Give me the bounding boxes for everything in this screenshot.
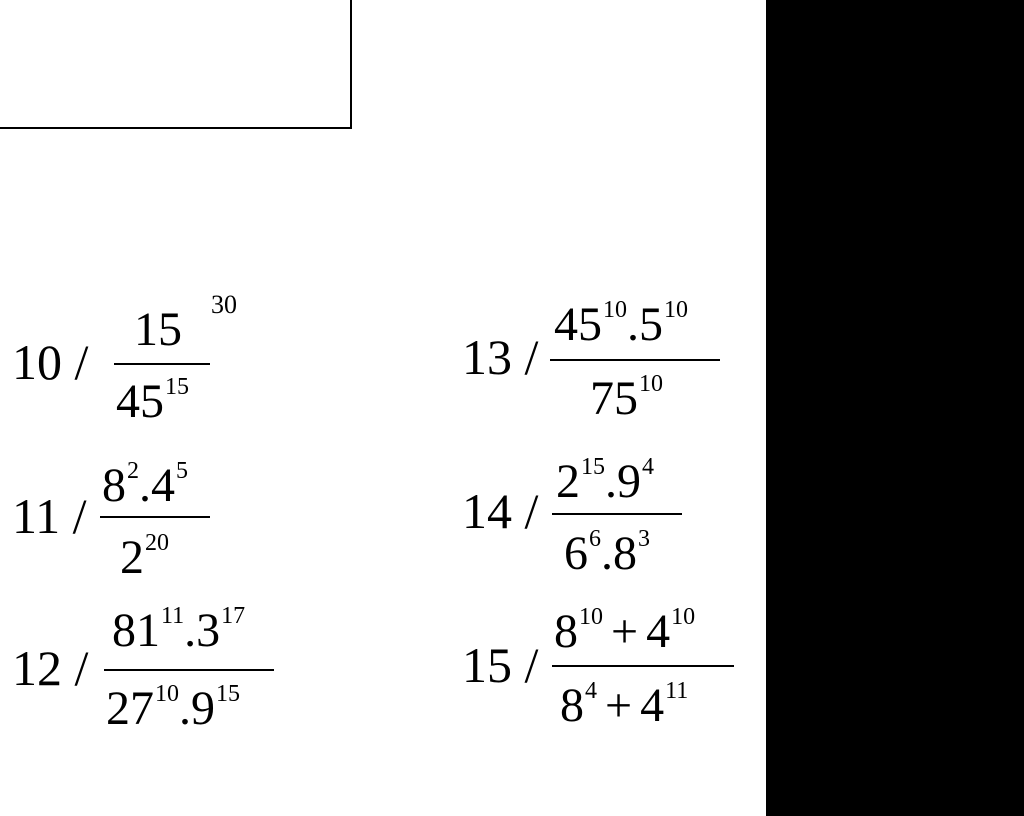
problem-13-fraction-bar — [550, 359, 720, 361]
problem-13-denominator — [590, 371, 663, 425]
problem-14-fraction-bar — [552, 513, 682, 515]
problem-11-num-base-1: 8 — [102, 459, 126, 512]
problem-15-den-base-1: 8 — [560, 679, 584, 732]
problem-11-num-exp-2: 5 — [176, 458, 188, 485]
problem-13-num-base-2: 5 — [639, 298, 663, 351]
problem-12-num-base-2: 3 — [196, 604, 221, 657]
problem-15-num-plus: + — [611, 605, 639, 658]
problem-11-fraction — [100, 452, 210, 582]
black-side-panel — [766, 0, 1024, 816]
problem-14-den-exp-2: 3 — [638, 526, 650, 553]
problem-11-den-base: 2 — [120, 531, 144, 584]
problem-13-num-sep: . — [627, 298, 639, 351]
problem-14-denominator — [564, 526, 650, 580]
problem-12-numerator — [112, 603, 246, 657]
problem-11-numerator — [102, 458, 188, 512]
problem-15-den-base-2: 4 — [640, 679, 665, 732]
problem-10-outer-exponent: 30 — [211, 290, 237, 319]
problem-10-den-exp: 15 — [165, 374, 189, 401]
problem-12-den-sep: . — [179, 682, 191, 735]
problem-13-label: 13 / — [462, 329, 539, 385]
problem-15-label: 15 / — [462, 637, 539, 693]
problem-12-num-exp-2: 17 — [221, 603, 246, 630]
problem-11-den-exp: 20 — [145, 530, 169, 557]
problem-15-den-exp-1: 4 — [585, 678, 597, 705]
problem-10-label: 10 / — [12, 334, 89, 390]
problem-11-num-sep: . — [139, 459, 151, 512]
problem-12-den-exp-1: 10 — [155, 681, 179, 708]
problem-13-den-base: 75 — [590, 372, 638, 425]
problem-13-fraction — [550, 293, 720, 423]
problem-12-fraction-bar — [104, 669, 274, 671]
problem-15-numerator — [554, 604, 696, 658]
problem-11-num-exp-1: 2 — [127, 458, 139, 485]
problem-10-fraction-bar — [114, 363, 210, 365]
problem-14-numerator — [556, 454, 654, 508]
problem-12-num-exp-1: 11 — [161, 603, 185, 630]
problem-10-den-base: 45 — [116, 375, 164, 428]
problem-14-num-base-1: 2 — [556, 455, 580, 508]
problem-14-den-base-2: 8 — [613, 527, 637, 580]
problem-15-num-exp-2: 10 — [671, 604, 696, 631]
problem-15-num-exp-1: 10 — [579, 604, 603, 631]
problem-10-denominator — [116, 374, 189, 428]
problem-12-den-base-1: 27 — [106, 682, 154, 735]
problem-12-num-sep: . — [184, 604, 197, 657]
problem-15-den-plus: + — [605, 679, 633, 732]
problem-14-label: 14 / — [462, 483, 539, 539]
problem-14-num-exp-1: 15 — [581, 454, 605, 481]
problem-12-label: 12 / — [12, 640, 89, 696]
problem-15-den-exp-2: 11 — [665, 678, 689, 705]
problem-12-den-base-2: 9 — [191, 682, 215, 735]
problem-14-den-exp-1: 6 — [589, 526, 601, 553]
problem-10-fraction — [114, 300, 210, 430]
problem-14-num-exp-2: 4 — [642, 454, 654, 481]
problem-13-num-base-1: 45 — [554, 298, 602, 351]
problem-15-fraction — [552, 598, 734, 732]
problem-11-num-base-2: 4 — [151, 459, 175, 512]
problem-11-denominator — [120, 530, 169, 584]
problem-14-fraction — [552, 448, 682, 578]
problem-11-fraction-bar — [100, 516, 210, 518]
problem-10-num-base: 15 — [134, 303, 182, 356]
problem-15-num-base-1: 8 — [554, 605, 578, 658]
problem-15-fraction-bar — [552, 665, 734, 667]
problem-13-den-exp: 10 — [639, 371, 663, 398]
problem-15-num-base-2: 4 — [646, 605, 671, 658]
problem-14-den-base-1: 6 — [564, 527, 588, 580]
top-frame-box — [0, 0, 352, 129]
problem-13-num-exp-1: 10 — [603, 297, 627, 324]
problem-14-num-sep: . — [605, 455, 617, 508]
problem-13-num-exp-2: 10 — [664, 297, 688, 324]
problem-11-label: 11 / — [12, 488, 87, 544]
problem-12-num-base-1: 81 — [112, 604, 160, 657]
problem-13-numerator — [554, 297, 688, 351]
problem-15-denominator — [560, 678, 689, 732]
problem-12-den-exp-2: 15 — [216, 681, 240, 708]
problem-12-denominator — [106, 681, 240, 735]
problem-10-numerator — [134, 303, 182, 356]
problem-14-num-base-2: 9 — [617, 455, 641, 508]
problem-14-den-sep: . — [601, 527, 613, 580]
problem-12-fraction — [104, 603, 274, 733]
